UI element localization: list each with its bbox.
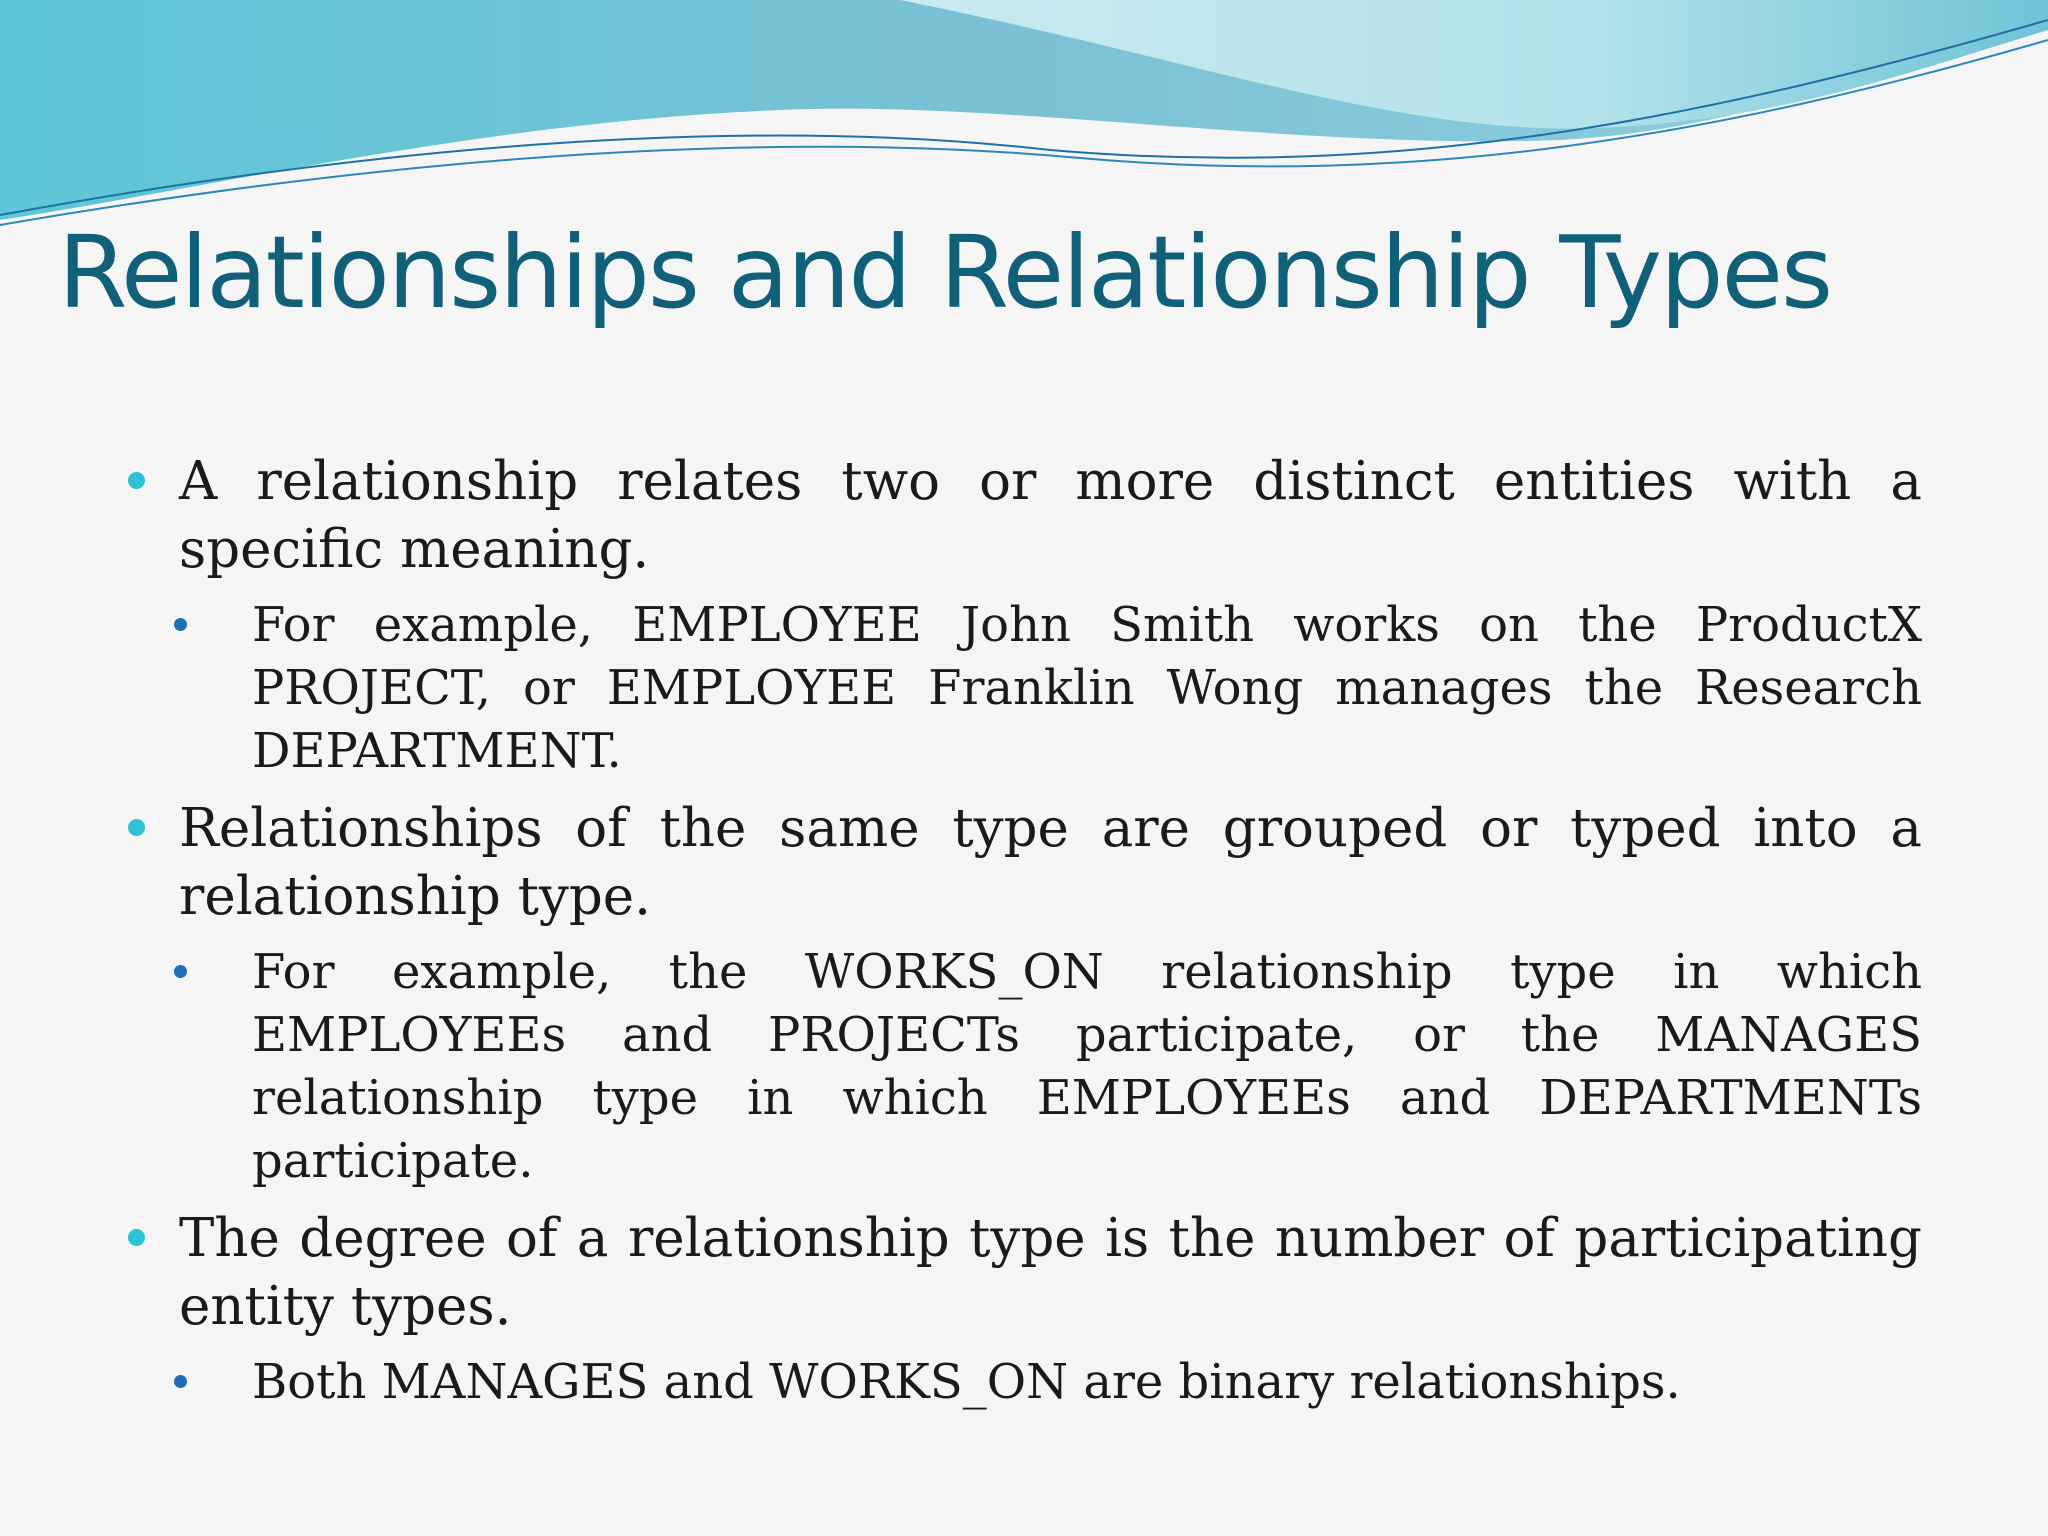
bullet-point-2: [124, 795, 1922, 931]
bullet-dot-icon: [128, 1229, 145, 1246]
bullet-point-2-text: Relationships of the same type are grouped or typed into a relationship type.: [179, 798, 1922, 927]
sub-bullet-3: [252, 1351, 1922, 1414]
sub-bullet-dot-icon: [174, 618, 187, 631]
sub-bullet-1-text: For example, EMPLOYEE John Smith works on the ProductX PROJECT, or EMPLOYEE Franklin Wong manages the Research DEPARTMENT.: [252, 597, 1922, 779]
bullet-list: [124, 448, 1922, 1414]
sub-bullet-1: [252, 594, 1922, 783]
sub-bullet-dot-icon: [174, 1375, 187, 1388]
bullet-dot-icon: [128, 472, 145, 489]
bullet-dot-icon: [128, 819, 145, 836]
bullet-point-1-text: A relationship relates two or more distinct entities with a specific meaning.: [179, 451, 1922, 580]
bullet-point-3: [124, 1205, 1922, 1341]
sub-bullet-dot-icon: [174, 965, 187, 978]
slide-title: Relationships and Relationship Types: [58, 214, 1832, 331]
bullet-point-3-text: The degree of a relationship type is the number of participating entity types.: [179, 1208, 1922, 1337]
sub-bullet-2-text: For example, the WORKS_ON relationship type in which EMPLOYEEs and PROJECTs participate, or the MANAGES relationship type in which EMPLOYEEs and DEPARTMENTs participate.: [252, 944, 1922, 1189]
sub-bullet-3-text: Both MANAGES and WORKS_ON are binary relationships.: [252, 1354, 1681, 1410]
bullet-point-1: [124, 448, 1922, 584]
sub-bullet-2: [252, 941, 1922, 1193]
